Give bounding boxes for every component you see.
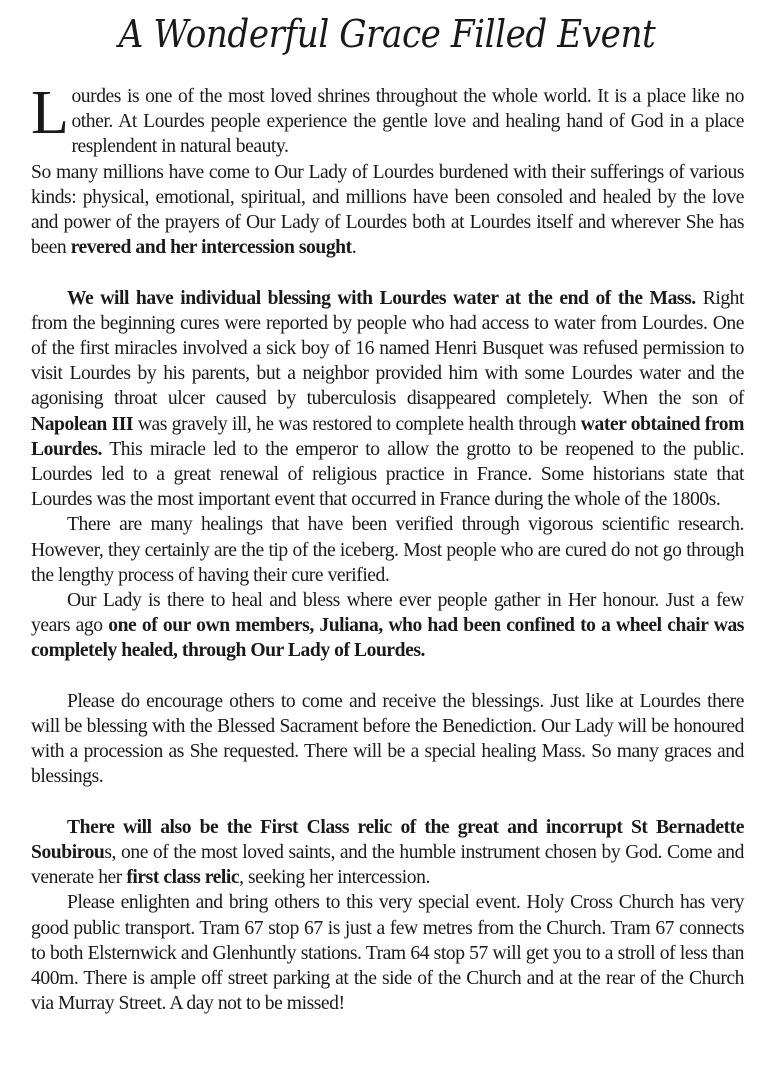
paragraph-millions: So many millions have come to Our Lady of Lourdes burdened with their sufferings of various kinds: physical, emotional, spiritual, and millions have been consoled and healed by the love and power of the prayers of Our Lady of Lourdes both at Lourdes itself and wherever She has been revered and her intercession sought.: [31, 161, 744, 259]
paragraph-transport: Please enlighten and bring others to this very special event. Holy Cross Church has very good public transport. Tram 67 stop 67 is just a few metres from the Church. Tram 67 connects to both Elsternwick and Glenhuntly stations. Tram 64 stop 57 will get you to a stroll of less than 400m. There is ample off street parking at the side of the Church and at the rear of the Church via Murray Street. A day not to be missed!: [31, 892, 744, 1015]
document-body: [31, 79, 745, 1016]
paragraph-intro: Lourdes is one of the most loved shrines throughout the whole world. It is a place like no other. At Lourdes people experience the gentle love and healing hand of God in a place resplendent in natural beauty.: [31, 79, 744, 158]
paragraph-lourdes-water: We will have individual blessing with Lourdes water at the end of the Mass. Right from the beginning cures were reported by people who had access to water from Lourdes. One of the first miracles involved a sick boy of 16 named Henri Busquet was refused permission to visit Lourdes by his parents, but a neighbor provided him with some Lourdes water and the agonising throat ulcer caused by tuberculosis disappeared completely. When the son of Napolean III was gravely ill, he was restored to complete health through water obtained from Lourdes. This miracle led to the emperor to allow the grotto to be reopened to the public. Lourdes led to a great renewal of religious practice in France. Some historians state that Lourdes was the most important event that occurred in France during the whole of the 1800s.: [31, 287, 745, 511]
paragraph-relic: There will also be the First Class relic of the great and incorrupt St Bernadette Soubirous, one of the most loved saints, and the humble instrument chosen by God. Come and venerate her first class relic, seeking her intercession.: [31, 816, 744, 889]
paragraph-healings: There are many healings that have been verified through vigorous scientific research. However, they certainly are the tip of the iceberg. Most people who are cured do not go through the lengthy process of having their cure verified.: [31, 514, 744, 586]
drop-cap: L: [31, 79, 69, 147]
page-title: A Wonderful Grace Filled Event: [118, 12, 656, 56]
paragraph-our-lady: Our Lady is there to heal and bless where ever people gather in Her honour. Just a few years ago one of our own members, Juliana, who had been confined to a wheel chair was completely healed, through Our Lady of Lourdes.: [31, 590, 744, 662]
paragraph-encourage: Please do encourage others to come and receive the blessings. Just like at Lourdes there will be blessing with the Blessed Sacrament before the Benediction. Our Lady will be honoured with a procession as She requested. There will be a special healing Mass. So many graces and blessings.: [31, 690, 744, 788]
